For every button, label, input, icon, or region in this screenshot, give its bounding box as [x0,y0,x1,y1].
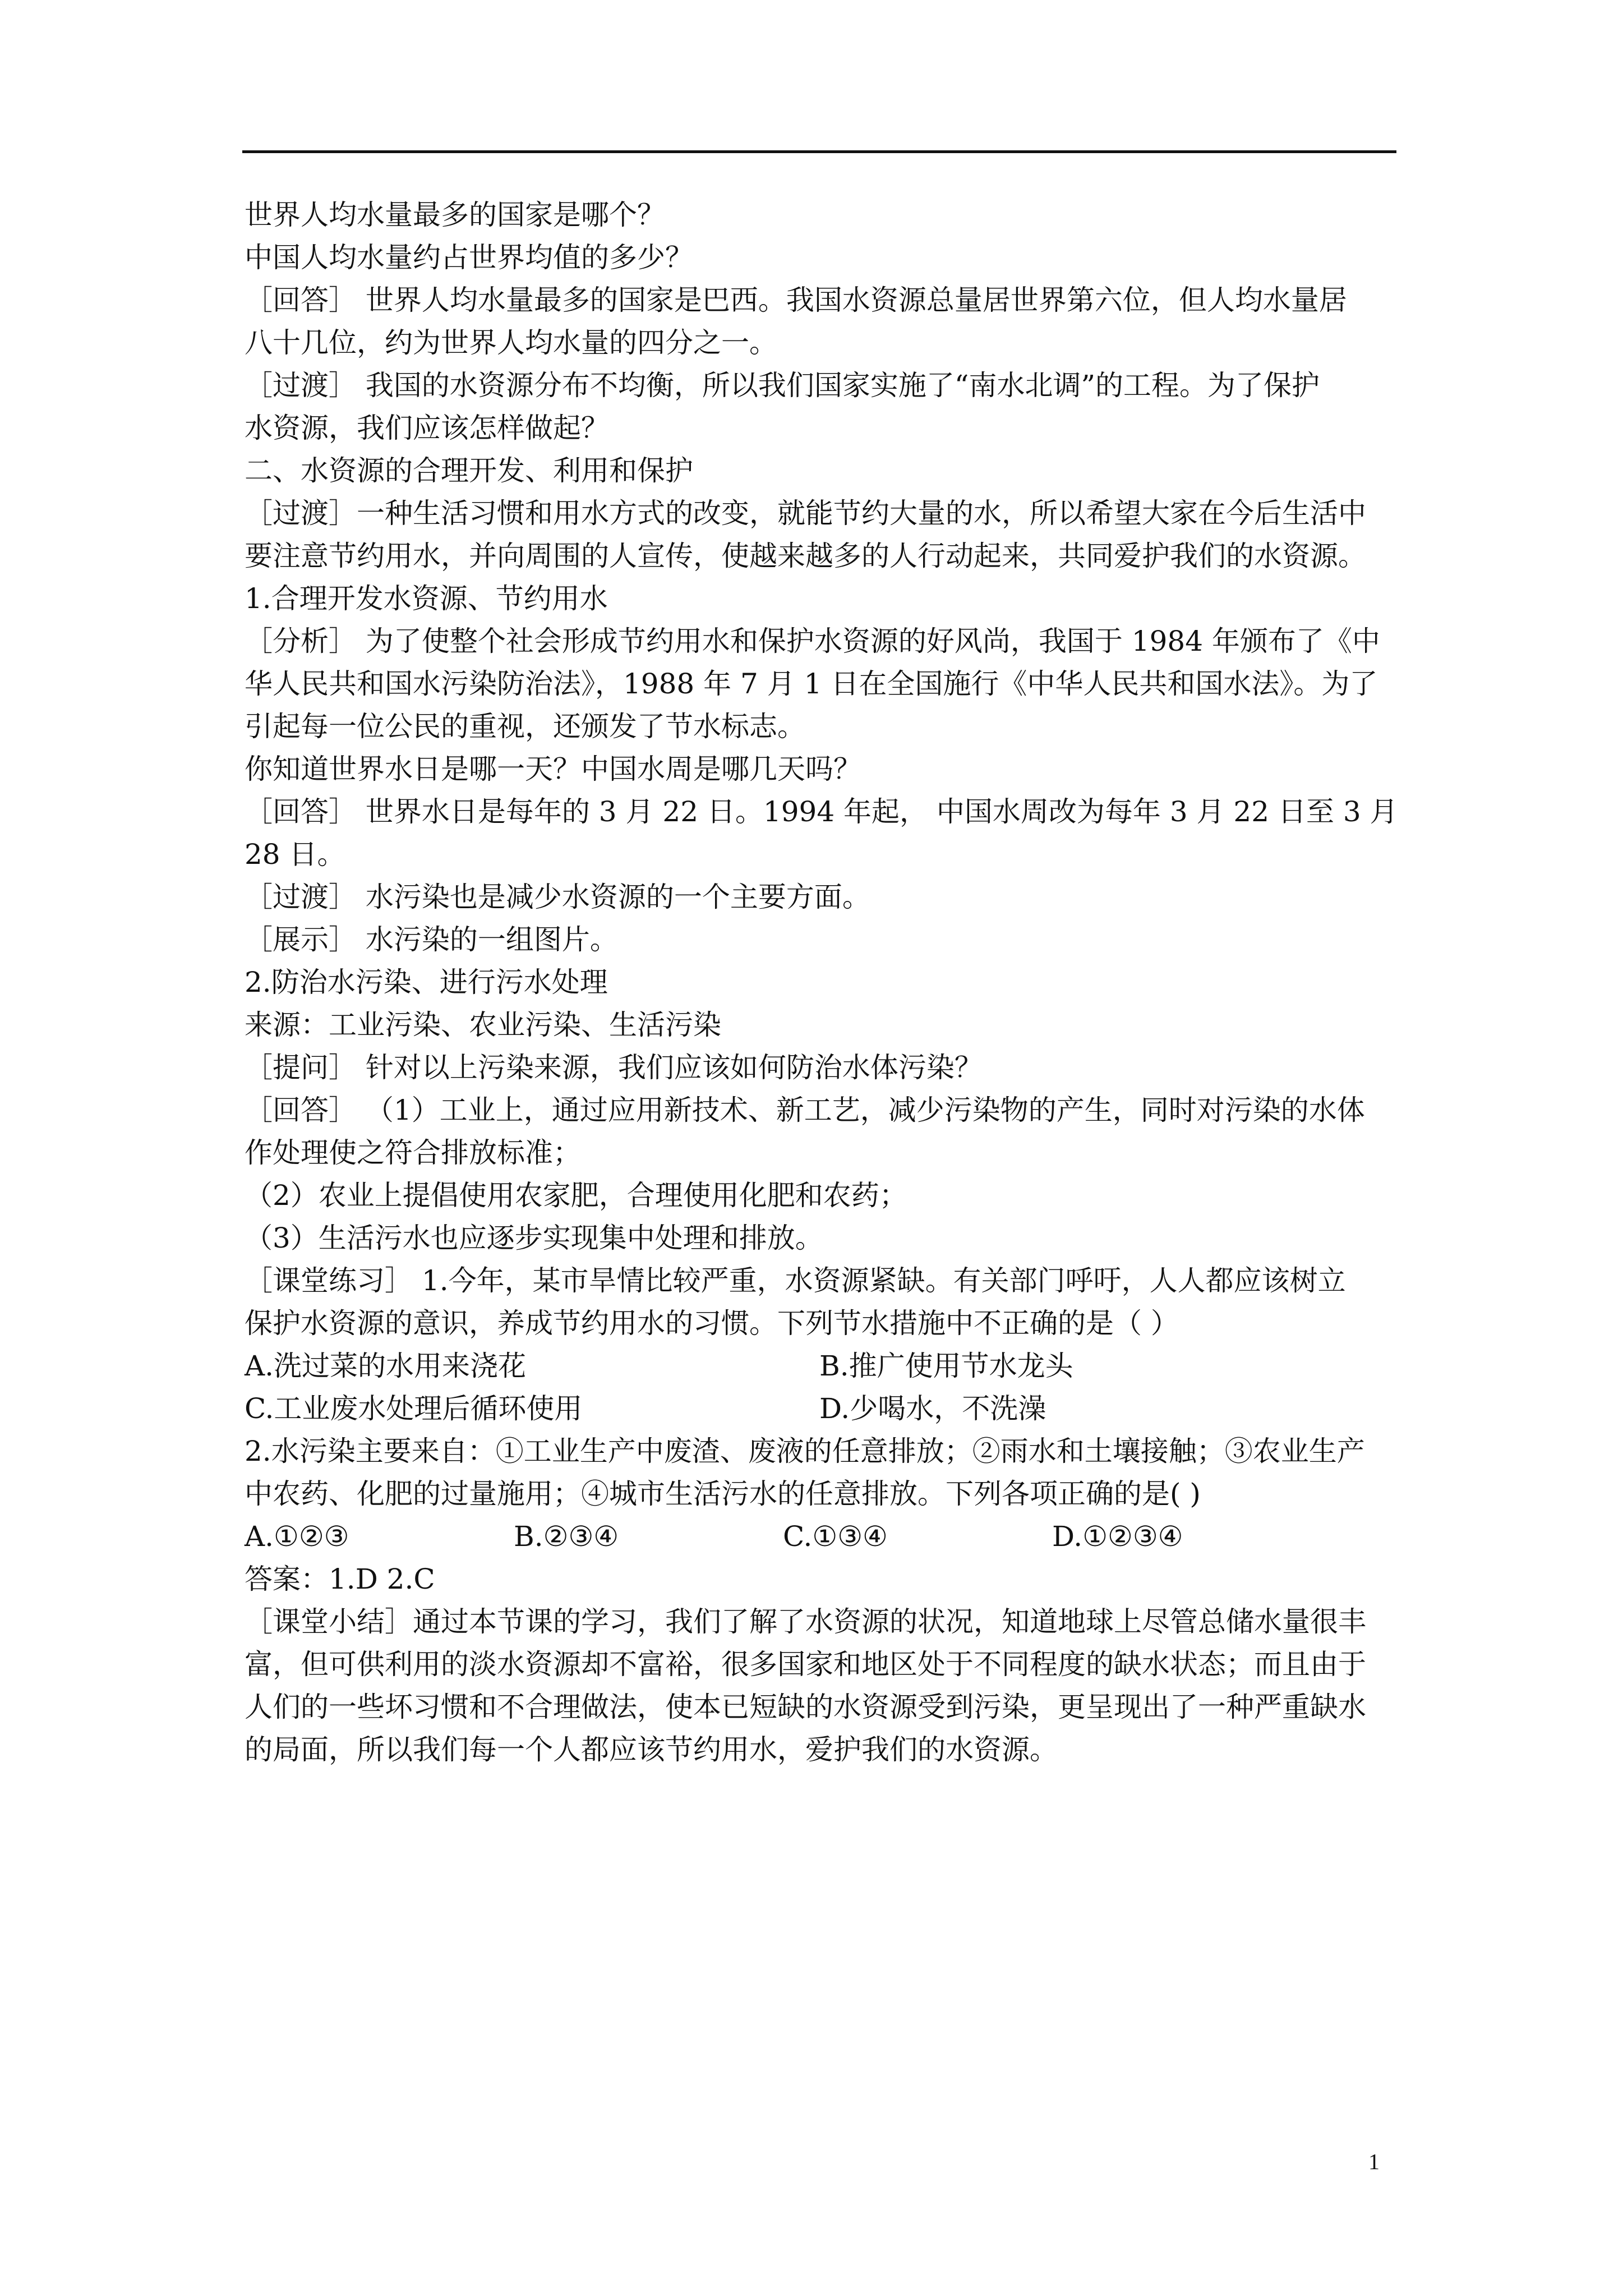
option-b: B.推广使用节水龙头 [819,1350,1073,1382]
text-line: 世界人均水量最多的国家是哪个？ [245,199,665,231]
section-heading: 二、水资源的合理开发、利用和保护 [245,454,693,487]
option-c: C.工业废水处理后循环使用 [245,1392,583,1425]
text-line: ［课堂练习］ 1.今年，某市旱情比较严重，水资源紧缺。有关部门呼吁，人人都应该树立 [245,1264,1346,1297]
text-line: ［过渡］ 水污染也是减少水资源的一个主要方面。 [245,881,870,913]
text-line: 华人民共和国水污染防治法》，1988 年 7 月 1 日在全国施行《中华人民共和国水法》。为了 [245,668,1378,700]
text-line: （3）生活污水也应逐步实现集中处理和排放。 [245,1222,823,1254]
text-line: （2）农业上提倡使用农家肥，合理使用化肥和农药； [245,1179,907,1212]
text-line: 水资源，我们应该怎样做起？ [245,412,609,444]
text-line: ［过渡］ 我国的水资源分布不均衡，所以我们国家实施了“南水北调”的工程。为了保护 [245,369,1320,402]
text-line: 的局面，所以我们每一个人都应该节约用水，爱护我们的水资源。 [245,1733,1058,1766]
text-line: ［回答］ 世界人均水量最多的国家是巴西。我国水资源总量居世界第六位，但人均水量居 [245,284,1347,316]
text-line: 富，但可供利用的淡水资源却不富裕，很多国家和地区处于不同程度的缺水状态；而且由于 [245,1648,1366,1681]
page-number: 1 [1368,2149,1380,2174]
header-rule [242,150,1396,153]
text-line: ［分析］ 为了使整个社会形成节约用水和保护水资源的好风尚，我国于 1984 年颁布了《中 [245,625,1380,657]
subsection-heading: 1.合理开发水资源、节约用水 [245,582,608,615]
question-1-options [245,1387,1394,1430]
option-a: A.洗过菜的水用来浇花 [245,1350,527,1382]
text-line: 28 日。 [245,838,345,871]
text-line: 中农药、化肥的过量施用；④城市生活污水的任意排放。下列各项正确的是( ) [245,1478,1201,1510]
text-line: ［回答］ 世界水日是每年的 3 月 22 日。1994 年起， 中国水周改为每年 3 月 22 日至 3 月 [245,795,1398,828]
option-d: D.少喝水，不洗澡 [819,1392,1046,1425]
text-line: 来源：工业污染、农业污染、生活污染 [245,1009,721,1041]
option-b: B.②③④ [514,1520,619,1553]
text-line: ［过渡］一种生活习惯和用水方式的改变，就能节约大量的水，所以希望大家在今后生活中 [245,497,1366,530]
text-line: 2.水污染主要来自：①工业生产中废渣、废液的任意排放；②雨水和土壤接触；③农业生产 [245,1435,1365,1467]
text-line: 要注意节约用水，并向周围的人宣传，使越来越多的人行动起来，共同爱护我们的水资源。 [245,540,1366,572]
text-line: 你知道世界水日是哪一天？中国水周是哪几天吗？ [245,753,861,785]
option-d: D.①②③④ [1052,1520,1183,1553]
answer-line: 答案：1.D 2.C [245,1563,435,1595]
text-line: 八十几位，约为世界人均水量的四分之一。 [245,326,777,359]
question-2-options [245,1515,1394,1558]
text-line: 保护水资源的意识，养成节约用水的习惯。下列节水措施中不正确的是（ ） [245,1307,1179,1340]
subsection-heading: 2.防治水污染、进行污水处理 [245,966,608,999]
text-line: 中国人均水量约占世界均值的多少？ [245,241,693,274]
document-body [245,194,1398,1771]
question-1-options [245,1345,1394,1387]
text-line: ［回答］ （1）工业上，通过应用新技术、新工艺，减少污染物的产生，同时对污染的水体 [245,1094,1365,1126]
option-c: C.①③④ [783,1520,888,1553]
option-a: A.①②③ [245,1520,349,1553]
text-line: 引起每一位公民的重视，还颁发了节水标志。 [245,710,805,743]
text-line: ［展示］ 水污染的一组图片。 [245,923,618,956]
text-line: 人们的一些坏习惯和不合理做法，使本已短缺的水资源受到污染，更呈现出了一种严重缺水 [245,1691,1366,1723]
text-line: 作处理使之符合排放标准； [245,1137,581,1169]
text-line: ［课堂小结］通过本节课的学习，我们了解了水资源的状况，知道地球上尽管总储水量很丰 [245,1605,1366,1638]
text-line: ［提问］ 针对以上污染来源，我们应该如何防治水体污染？ [245,1051,983,1084]
